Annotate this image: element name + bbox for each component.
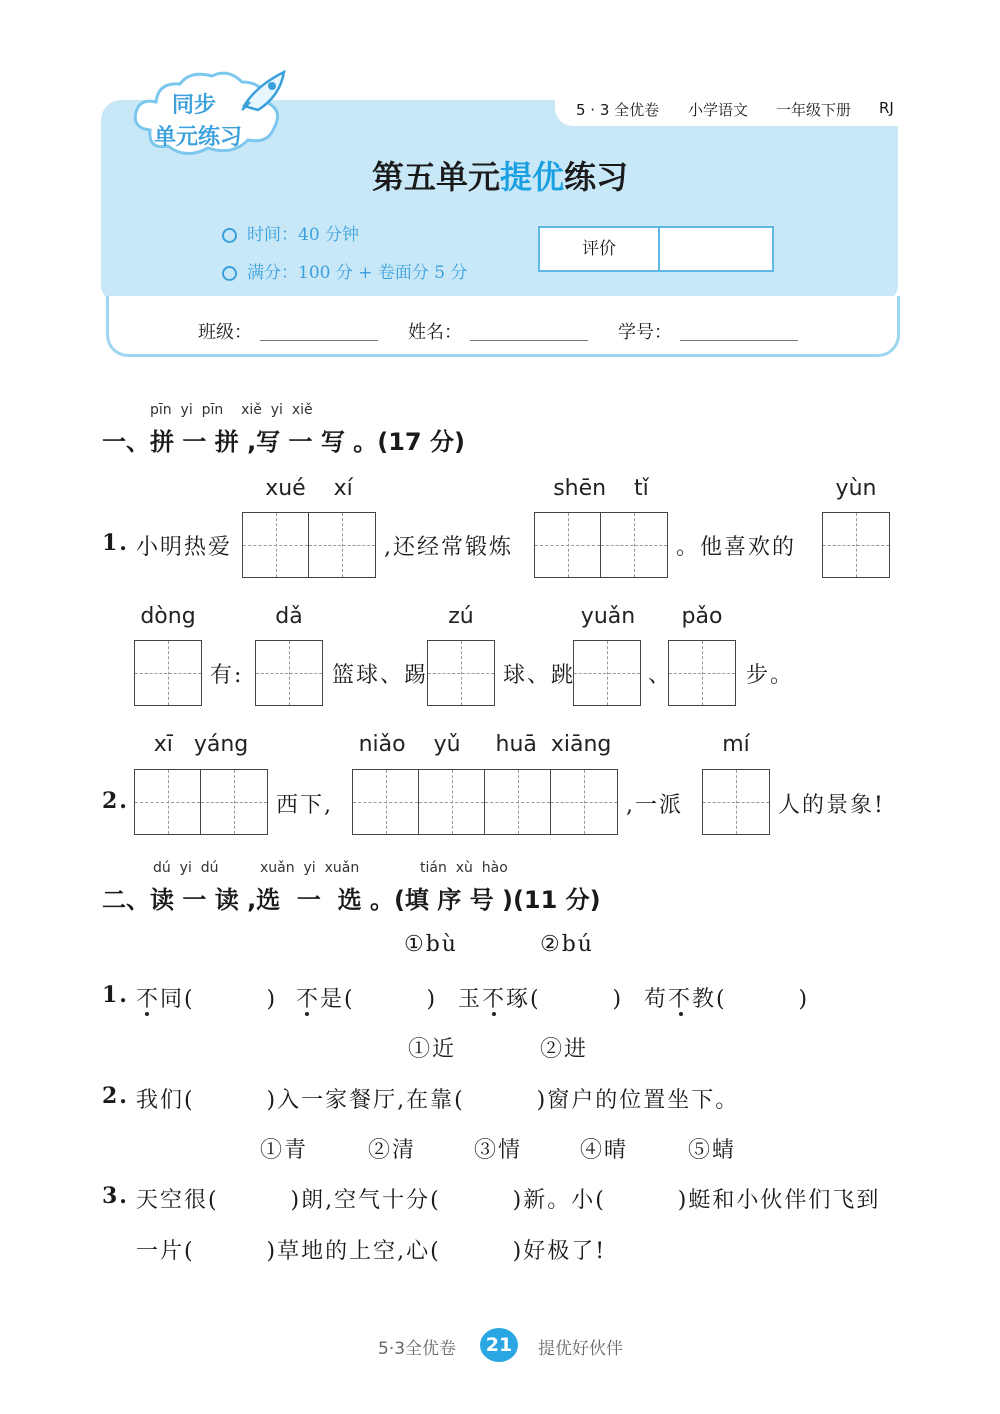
q2-option-2: ②进 <box>540 1037 589 1062</box>
emphasis-dot <box>492 1012 496 1016</box>
q1-text-6: 球、跳 <box>503 663 576 688</box>
q2-number: 2. <box>102 788 129 814</box>
q1-text-5: 篮球、踢 <box>332 663 429 688</box>
time-line: 时间：40 分钟 <box>222 220 359 245</box>
s2-q2-number: 2. <box>102 1083 129 1109</box>
pinyin-xiyang: xī yáng <box>153 732 249 757</box>
s2-q1-item-3: 玉不琢( ) <box>458 987 624 1012</box>
evaluation-box <box>538 226 774 272</box>
q1-text-2: ,还经常锻炼 <box>384 535 513 560</box>
check-icon <box>222 266 237 281</box>
answer-grid-niaoyuhuaxiang[interactable] <box>352 769 618 835</box>
q1-text-1: 小明热爱 <box>136 535 233 560</box>
section2-pinyin-xuanxuan: xuǎn yi xuǎn <box>260 860 360 876</box>
section1-title: 一、拼 一 拼 ,写 一 写 。(17 分) <box>102 428 465 456</box>
edition-label: RJ <box>879 99 894 117</box>
id-field[interactable] <box>680 340 798 341</box>
rocket-icon <box>236 66 294 114</box>
q1-option-1: ①bù <box>404 932 458 957</box>
answer-grid-zu[interactable] <box>427 640 495 706</box>
class-label: 班级： <box>198 322 252 343</box>
q1-text-4: 有: <box>210 663 244 688</box>
pinyin-pao: pǎo <box>681 604 723 629</box>
page-number: 21 <box>480 1328 518 1362</box>
clock-icon <box>222 228 237 243</box>
name-label: 姓名： <box>408 322 462 343</box>
pinyin-xuexi: xué xí <box>265 476 353 501</box>
pinyin-niaoyuhuaxiang: niǎo yǔ huā xiāng <box>358 732 612 757</box>
badge-line1: 同步 <box>172 93 217 118</box>
q2-text-2: ,一派 <box>626 793 683 818</box>
s2-q2-text: 我们( )入一家餐厅,在靠( )窗户的位置坐下。 <box>136 1088 740 1113</box>
pinyin-mi: mí <box>722 732 750 757</box>
q1-number: 1. <box>102 530 129 556</box>
evaluation-label: 评价 <box>540 228 660 270</box>
q3-option-1: ①青 <box>260 1138 309 1163</box>
footer-slogan: 提优好伙伴 <box>538 1339 623 1359</box>
class-field[interactable] <box>260 340 378 341</box>
answer-grid-mi[interactable] <box>702 769 770 835</box>
s2-q1-number: 1. <box>102 982 129 1008</box>
answer-grid-pao[interactable] <box>668 640 736 706</box>
s2-q1-item-1: 不同( ) <box>136 987 278 1012</box>
answer-grid-xuexi[interactable] <box>242 512 376 578</box>
score-line: 满分：100 分 + 卷面分 5 分 <box>222 258 468 283</box>
q3-option-4: ④晴 <box>580 1138 629 1163</box>
q3-option-5: ⑤蜻 <box>688 1138 737 1163</box>
pinyin-da: dǎ <box>275 604 303 629</box>
pinyin-shenti: shēn tǐ <box>553 476 649 501</box>
q1-text-7: 、 <box>648 663 673 688</box>
pinyin-yun: yùn <box>835 476 877 501</box>
section2-pinyin-tianxuhao: tián xù hào <box>420 860 508 876</box>
grade-label: 一年级下册 <box>776 101 852 119</box>
section2-title: 二、读 一 读 ,选 一 选 。(填 序 号 )(11 分) <box>102 886 601 914</box>
name-field[interactable] <box>470 340 588 341</box>
emphasis-dot <box>145 1012 149 1016</box>
s2-q1-item-4: 苟不教( ) <box>644 987 810 1012</box>
q2-option-1: ①近 <box>408 1037 457 1062</box>
answer-grid-dong[interactable] <box>134 640 202 706</box>
emphasis-dot <box>305 1012 309 1016</box>
s2-q1-item-2: 不是( ) <box>296 987 438 1012</box>
badge-line2: 单元练习 <box>154 125 243 150</box>
emphasis-dot <box>679 1012 683 1016</box>
section1-pinyin: pīn yi pīn xiě yi xiě <box>150 402 313 418</box>
pinyin-yuan: yuǎn <box>580 604 636 629</box>
q2-text-1: 西下, <box>276 793 333 818</box>
pinyin-zu: zú <box>448 604 474 629</box>
answer-grid-shenti[interactable] <box>534 512 668 578</box>
q3-option-2: ②清 <box>368 1138 417 1163</box>
q1-option-2: ②bú <box>540 932 594 957</box>
s2-q3-line-1: 天空很( )朗,空气十分( )新。小( )蜓和小伙伴们飞到 <box>136 1188 881 1213</box>
q2-text-3: 人的景象! <box>778 793 885 818</box>
q1-text-3: 。他喜欢的 <box>676 535 797 560</box>
subject-label: 小学语文 <box>688 101 749 119</box>
q1-text-8: 步。 <box>746 663 795 688</box>
footer-series: 5·3全优卷 <box>378 1339 457 1359</box>
page-title: 第五单元提优练习 <box>371 158 629 196</box>
q3-option-3: ③情 <box>474 1138 523 1163</box>
section2-pinyin-dudu: dú yi dú <box>153 860 219 876</box>
answer-grid-da[interactable] <box>255 640 323 706</box>
id-label: 学号： <box>618 322 672 343</box>
pinyin-dong: dòng <box>140 604 196 629</box>
series-label: 5 · 3 全优卷 <box>576 101 660 119</box>
answer-grid-xiyang[interactable] <box>134 769 268 835</box>
s2-q3-line-2: 一片( )草地的上空,心( )好极了! <box>136 1239 607 1264</box>
answer-grid-yun[interactable] <box>822 512 890 578</box>
s2-q3-number: 3. <box>102 1183 129 1209</box>
answer-grid-yuan[interactable] <box>573 640 641 706</box>
